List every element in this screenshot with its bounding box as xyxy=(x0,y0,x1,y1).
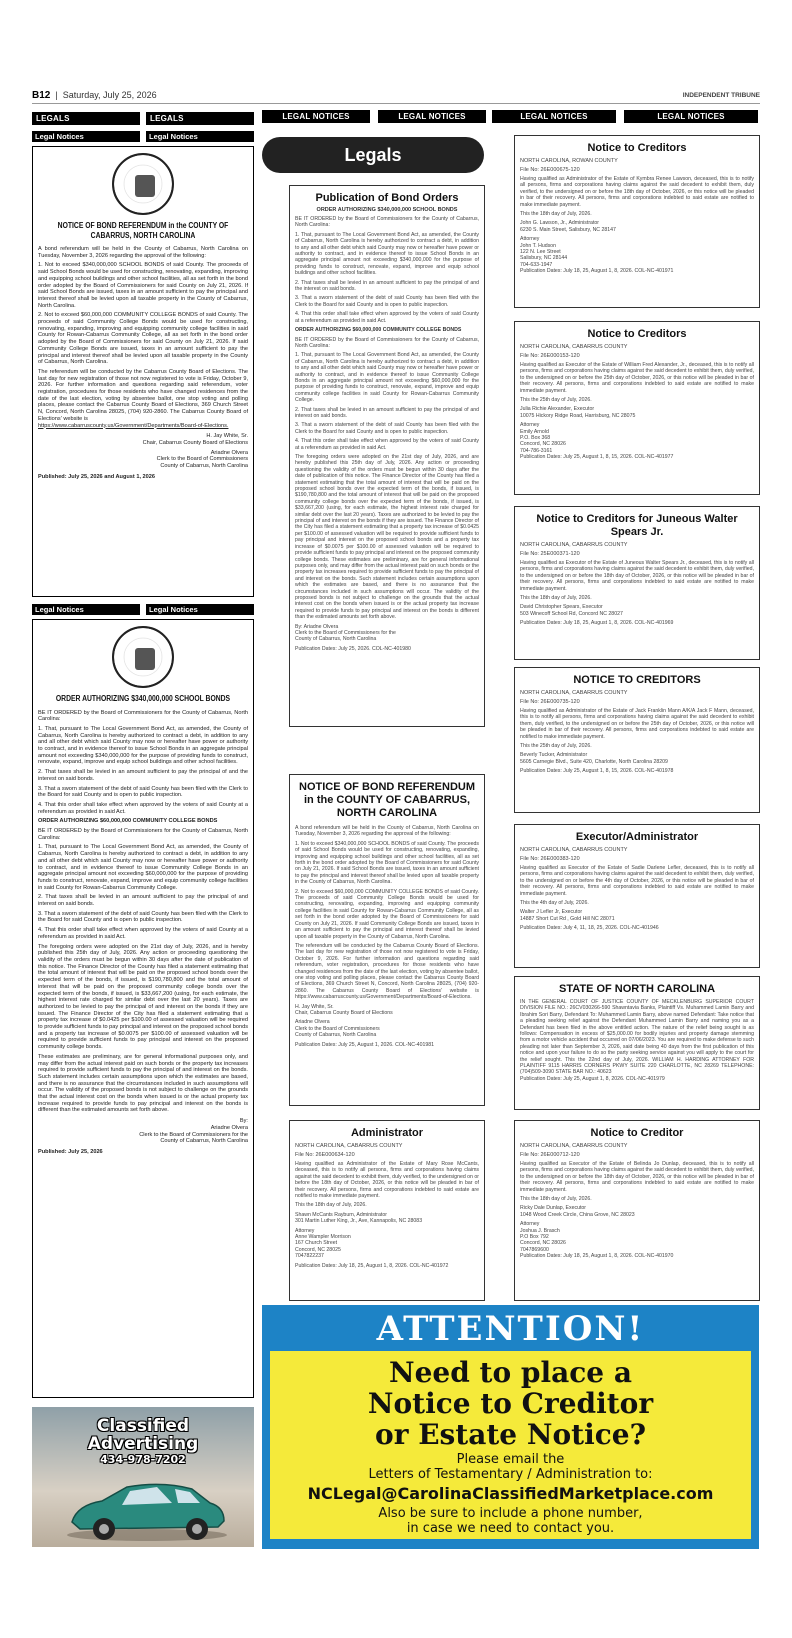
notice-paragraph: 2. That taxes shall be levied in an amount sufficient to pay the principal of and interest on said bonds. xyxy=(295,406,479,419)
signature-name: By: Ariadne Olvera xyxy=(295,623,339,630)
notice-subheading: ORDER AUTHORIZING $60,000,000 COMMUNITY COLLEGE BONDS xyxy=(38,818,218,825)
attorney-label: Attorney xyxy=(520,236,540,243)
signature-title: Clerk to the Board of Commissioners for the xyxy=(139,1131,248,1138)
attorney-name: Joshua J. Brasch xyxy=(520,1227,560,1234)
signature-title: Clerk to the Board of Commissioners xyxy=(295,1025,380,1032)
attention-line: Letters of Testamentary / Administration to: xyxy=(368,1467,653,1482)
attorney-phone: 7047869600 xyxy=(520,1246,549,1253)
attention-line: Please email the xyxy=(456,1452,565,1467)
executor-address: 503 Winecoff School Rd, Concord NC 28027 xyxy=(520,610,623,617)
signature-name: Ariadne Olvera xyxy=(295,1019,330,1026)
paper-name: INDEPENDENT TRIBUNE xyxy=(682,92,760,99)
notice-state-of-north-carolina xyxy=(514,976,760,1110)
executor-address: 10075 Hickory Ridge Road, Harrisburg, NC 28075 xyxy=(520,412,636,419)
notice-county: NORTH CAROLINA, CABARRUS COUNTY xyxy=(520,344,628,350)
attention-line: or Estate Notice? xyxy=(375,1418,646,1451)
notice-title: Administrator xyxy=(350,1127,424,1139)
notice-paragraph: Having qualified as Executor of the Estate of William Fred Alexander, Jr., deceased, this is to notify all persons, firms and corporations having claims against the said decedent to exhibit them, duly verified, to the undersigned on or before the 25th day of October, 2026, or this notice will be pleaded in bar of their recovery. All persons, firms and corporations indebted to said estate are notified to make immediate payment. xyxy=(520,362,754,394)
notice-to-creditors-1 xyxy=(514,135,760,308)
notice-paragraph: 2. Not to exceed $60,000,000 COMMUNITY COLLEGE BONDS of said County. The proceeds of said Community College Bonds would be used for constructing, renovating, expanding, improving and equipping community college facilities in said County for Rowan-Cabarrus Community College, all as set forth in the bond order adopted by the Board of Commissioners for said County on July 21, 2026. If said Community College Bonds are issued, taxes in an amount sufficient to pay the principal and interest thereof shall be levied upon all taxable property in the County of Cabarrus, North Carolina. xyxy=(38,312,248,366)
notice-paragraph: BE IT ORDERED by the Board of Commissioners for the County of Cabarrus, North Carolina: xyxy=(295,336,479,349)
page-date: Saturday, July 25, 2026 xyxy=(62,90,157,100)
notice-paragraph: BE IT ORDERED by the Board of Commissioners for the County of Cabarrus, North Carolina: xyxy=(295,216,479,229)
attorney-address: P.O Box 792 xyxy=(520,1234,549,1241)
notice-administrator xyxy=(289,1120,485,1301)
legal-notices-label: Legal Notices xyxy=(32,131,140,142)
executor-address: 6230 S. Main Street, Salisbury, NC 28147 xyxy=(520,226,616,233)
notice-paragraph: IN THE GENERAL COURT OF JUSTICE COUNTY OF MECKLENBURG SUPERIOR COURT DIVISION FILE NO.: 26CV030266-590 Shawntavia Banks, Plaintiff Vs. Muhammed Lamin Barry and Ibrahim Sori Barry, Defendant To: Muhammed Lamin Barry, above named Defendant: Take notice that a pleading seeking relief against the Defendant Muhammed Lamin Barry and naming you as a Defendant has been filed in the above entitled action. The nature of the relief being sought is as follows: Compensation in excess of $25,000.00 for bodily injuries and property damage stemming from a motor vehicle accident that occurred on 07/06/2023. You are required to make defense to such pleading not later than September 3, 2026, said date being 40 days from the first publication of this notice and upon your failure to do so the party seeking service against you will apply to the court for the relief sought. This the 22nd day of July, 2026. WILLIAM H. HARDING ATTORNEY FOR PLAINTIFF 9115 HARRIS CORNERS PKWY SUITE 220 CHARLOTTE, NC 28269 TELEPHONE: (704)509-3090 STATE BAR NO.: 40623 xyxy=(520,999,754,1076)
attention-heading: ATTENTION! xyxy=(376,1309,645,1349)
published-date: Published: July 25, 2026 and August 1, 2026 xyxy=(38,473,155,480)
notice-title: ORDER AUTHORIZING $340,000,000 SCHOOL BONDS xyxy=(55,694,231,703)
attorney-name: Anne Wampler Morrison xyxy=(295,1234,351,1241)
notice-publication-of-bond-orders xyxy=(289,185,485,727)
executor-name: Beverly Tucker, Administrator xyxy=(520,752,588,759)
notice-bond-referendum-middle xyxy=(289,774,485,1106)
attention-box xyxy=(270,1351,751,1539)
file-number: File No: 26E000675-120 xyxy=(520,167,580,173)
signature-by: By: xyxy=(239,1118,248,1125)
classified-heading: Advertising xyxy=(87,1434,199,1454)
notice-county: NORTH CAROLINA, CABARRUS COUNTY xyxy=(520,1143,628,1149)
notice-paragraph: Having qualified as Administrator of the Estate of Kymbra Renee Lawson, deceased, this is to notify all persons, firms and corporations having claims against the said decedent to exhibit them, duly verified, to the undersigned on or before the 18th day of October, 2026, or this notice will be pleaded in bar of their recovery. All persons, firms and corporations indebted to said estate are notified to make immediate payment. xyxy=(520,176,754,208)
executor-name: Walter J Lefler Jr, Executor xyxy=(520,909,583,916)
notice-paragraph: 4. That this order shall take effect when approved by the voters of said County at a referendum as provided in said Act. xyxy=(295,311,479,324)
notice-paragraph: BE IT ORDERED by the Board of Commissioners for the County of Cabarrus, North Carolina: xyxy=(38,828,248,841)
legal-notices-label: Legal Notices xyxy=(146,604,254,615)
notice-date: This the 18th day of July, 2026. xyxy=(520,211,592,218)
notice-county: NORTH CAROLINA, ROWAN COUNTY xyxy=(520,158,618,164)
publication-dates: Publication Dates: July 25, August 1, 8, 15, 2026. COL-NC-401978 xyxy=(520,768,674,775)
notice-paragraph: 1. That, pursuant to The Local Government Bond Act, as amended, the County of Cabarrus, North Carolina is hereby authorized to contract a debt, in addition to any and all other debt which said County may now or hereafter have power or authority to contract, and in evidence thereof to issue Community College Bonds in an aggregate principal amount not exceeding $60,000,000 for the purpose of providing funds to construct, renovate, expand, improve and equip community college facilities in said County for Rowan-Cabarrus Community College. xyxy=(295,352,479,404)
notice-paragraph: 1. Not to exceed $340,000,000 SCHOOL BONDS of said County. The proceeds of said School Bonds would be used for constructing, renovating, expanding, improving and equipping school buildings and other school facilities, all as set forth in the bond order adopted by the Board of Commissioners for said County on July 21, 2026. If said School Bonds are issued, taxes in an amount sufficient to pay the principal and interest thereof shall be levied upon all taxable property in the County of Cabarrus, North Carolina. xyxy=(38,262,248,309)
notice-subheading: ORDER AUTHORIZING $60,000,000 COMMUNITY COLLEGE BONDS xyxy=(295,327,462,334)
notice-paragraph: 2. Not to exceed $60,000,000 COMMUNITY COLLEGE BONDS of said County. The proceeds of said Community College Bonds would be used for constructing, renovating, expanding, improving and equipping community college facilities in said County for Rowan-Cabarrus Community College, all as set forth in the bond order adopted by the Board of Commissioners for said County on July 21, 2026. If said Community College Bonds are issued, taxes in an amount sufficient to pay the principal and interest thereof shall be levied upon all taxable property in the County of Cabarrus, North Carolina. xyxy=(295,888,479,940)
section-bar-legal-notices: LEGAL NOTICES xyxy=(624,110,758,123)
notice-title: NOTICE OF BOND REFERENDUM in the COUNTY OF CABARRUS, NORTH CAROLINA xyxy=(299,781,475,819)
notice-to-creditors-mann xyxy=(514,667,760,813)
notice-paragraph: 3. That a sworn statement of the debt of said County has been filed with the Clerk to the Board for said County and is open to public inspection. xyxy=(295,422,479,435)
published-date: Published: July 25, 2026 xyxy=(38,1148,103,1155)
notice-paragraph: 3. That a sworn statement of the debt of said County has been filed with the Clerk to the Board for said County and is open to public inspection. xyxy=(38,910,248,924)
publication-dates: Publication Dates: July 25, August 1, 2026. COL-NC-401981 xyxy=(295,1041,434,1048)
attorney-address: 122 N. Lee Street xyxy=(520,249,561,256)
executor-name: Julia Richie Alexander, Executor xyxy=(520,406,595,413)
notice-title: Executor/Administrator xyxy=(575,831,699,843)
page-number: B12 xyxy=(32,90,51,101)
notice-title: Notice to Creditor xyxy=(590,1127,684,1139)
notice-paragraph: 1. That, pursuant to The Local Government Bond Act, as amended, the County of Cabarrus, North Carolina is hereby authorized to contract a debt, in addition to any and all other debt which said County may now or hereafter have power or authority to contract, and in evidence thereof to issue School Bonds in an aggregate principal amount not exceeding $340,000,000 for the purpose of providing funds to construct, renovate, expand, improve and equip school buildings and other school facilities. xyxy=(38,725,248,766)
attorney-address: Concord, NC 28026 xyxy=(520,441,566,448)
notice-county: NORTH CAROLINA, CABARRUS COUNTY xyxy=(520,847,628,853)
notice-paragraph: 4. That this order shall take effect when approved by the voters of said County at a referendum as provided in said Act. xyxy=(38,801,248,815)
attorney-phone: 704-786-3161 xyxy=(520,447,553,454)
page-title: Legals xyxy=(262,137,484,173)
attorney-phone: 704-633-1947 xyxy=(520,261,553,268)
attention-email-link[interactable]: NCLegal@CarolinaClassifiedMarketplace.com xyxy=(307,1484,714,1503)
county-seal-icon xyxy=(112,626,174,688)
notice-paragraph: The referendum will be conducted by the Cabarrus County Board of Elections. The last day for new registration of those not now registered to vote is Friday, October 9, 2026. For further information and questions regarding said referendum, voter registration, procedures for those residents who have changed residences from the date of the last election, voting by absentee ballot, one stop voting and polling places, please contact the Cabarrus County Board of Elections, 369 Church Street N, Concord, North Carolina 28025, (704) 920-2860. The Cabarrus County Board of Elections' website is xyxy=(38,368,248,422)
executor-name: John G. Lawson, Jr., Administrator xyxy=(520,220,599,227)
attention-line: in case we need to contact you. xyxy=(406,1521,615,1536)
file-number: File No: 26E000735-120 xyxy=(520,699,580,705)
classified-advertising-ad[interactable] xyxy=(32,1407,254,1547)
section-bar-legals: LEGALS xyxy=(32,112,140,125)
notice-paragraph: BE IT ORDERED by the Board of Commissioners for the County of Cabarrus, North Carolina: xyxy=(38,709,248,723)
executor-address: 5605 Carnegie Blvd., Suite 420, Charlotte, North Carolina 28209 xyxy=(520,758,668,765)
attorney-name: John T. Hudson xyxy=(520,242,556,249)
signature-name: H. Jay White, Sr. xyxy=(206,433,248,440)
notice-date: This the 18th day of July, 2026. xyxy=(520,1196,592,1203)
signature-title: County of Cabarrus, North Carolina xyxy=(160,1138,248,1145)
signature-title: Chair, Cabarrus County Board of Elections xyxy=(295,1009,393,1016)
publication-dates: Publication Dates: July 18, 25, August 1, 8, 2026. COL-NC-401969 xyxy=(520,620,674,627)
attorney-name: Emily Arnold xyxy=(520,428,549,435)
attorney-address: P.O. Box 368 xyxy=(520,435,551,442)
notice-paragraph: 4. That this order shall take effect when approved by the voters of said County at a referendum as provided in said Act. xyxy=(38,927,248,940)
notice-bond-referendum-left xyxy=(32,146,254,597)
signature-title: Clerk to the Board of Commissioners for the xyxy=(295,629,396,636)
file-number: File No: 26E000383-120 xyxy=(520,856,580,862)
county-seal-icon xyxy=(112,153,174,215)
notice-county: NORTH CAROLINA, CABARRUS COUNTY xyxy=(295,1143,403,1149)
executor-address: 14887 Short Cut Rd , Gold Hill NC 28071 xyxy=(520,915,615,922)
notice-paragraph: Having qualified as Executor of the Estate of Belinda Jo Dunlap, deceased, this is to notify all persons, firms and corporations having claims against the said decedent to exhibit them, duly verified, to the undersigned on or before the 18th day of October, 2026, or this notice will be pleaded in bar of their recovery. All persons, firms and corporations indebted to said estate are notified to make immediate payment. xyxy=(520,1161,754,1193)
notice-date: This the 18th day of July, 2026. xyxy=(295,1202,367,1209)
notice-title: Notice to Creditors for Juneous Walter Spears Jr. xyxy=(536,513,738,538)
publication-dates: Publication Dates: July 4, 11, 18, 25, 2026. COL-NC-401946 xyxy=(520,925,659,932)
notice-title: STATE OF NORTH CAROLINA xyxy=(558,983,716,995)
signature-name: Ariadne Olvera xyxy=(210,1124,248,1131)
publication-dates: Publication Dates: July 18, 25, August 1, 8, 2026. COL-NC-401971 xyxy=(520,268,674,275)
legal-notices-label: Legal Notices xyxy=(146,131,254,142)
publication-dates: Publication Dates: July 25, 2026. COL-NC-401980 xyxy=(295,645,411,652)
notice-subheading: ORDER AUTHORIZING $340,000,000 SCHOOL BONDS xyxy=(316,207,458,213)
header-rule xyxy=(32,103,760,104)
section-bar-legal-notices: LEGAL NOTICES xyxy=(492,110,616,123)
attention-ad[interactable] xyxy=(262,1305,759,1549)
publication-dates: Publication Dates: July 25, August 1, 8, 15, 2026. COL-NC-401977 xyxy=(520,454,674,461)
attorney-address: Concord, NC 28025 xyxy=(295,1246,341,1253)
executor-address: 301 Martin Luther King, Jr., Ave, Kannapolis, NC 28083 xyxy=(295,1218,423,1225)
executor-address: 1048 Wood Creek Circle, China Grove, NC 28023 xyxy=(520,1211,635,1218)
notice-title: NOTICE OF BOND REFERENDUM in the COUNTY OF CABARRUS, NORTH CAROLINA xyxy=(57,221,229,240)
section-bar-legal-notices: LEGAL NOTICES xyxy=(262,110,370,123)
attention-line: Need to place a xyxy=(388,1356,633,1389)
file-number: File No: 26E000634-120 xyxy=(295,1152,355,1158)
notice-to-creditor-dunlap xyxy=(514,1120,760,1301)
signature-title: County of Cabarrus, North Carolina xyxy=(160,463,248,470)
file-number: File No: 25E000371-120 xyxy=(520,551,580,557)
signature-name: H. Jay White, Sr. xyxy=(295,1003,334,1010)
publication-dates: Publication Dates: July 18, 25, August 1, 8, 2026. COL-NC-401970 xyxy=(520,1253,674,1260)
attention-line: Also be sure to include a phone number, xyxy=(378,1506,643,1521)
legal-notices-label: Legal Notices xyxy=(32,604,140,615)
signature-title: Clerk to the Board of Commissioners xyxy=(156,456,248,463)
notice-date: This the 18th day of July, 2026. xyxy=(520,595,592,602)
signature-title: County of Cabarrus, North Carolina xyxy=(295,636,377,643)
notice-date: This the 25th day of July, 2026. xyxy=(520,397,592,404)
attorney-label: Attorney xyxy=(520,422,540,429)
signature-title: County of Cabarrus, North Carolina xyxy=(295,1032,377,1039)
attorney-address: Salisbury, NC 28144 xyxy=(520,255,568,262)
notice-paragraph: Having qualified as Executor of the Estate of Sadie Darlene Lefler, deceased, this is to notify all persons, firms and corporations having claims against the said decedent to exhibit them, duly verified, to the undersigned on or before the 4th day of October, 2026, or this notice will be pleaded in bar of their recovery. All persons, firms and corporations indebted to said estate are notified to make immediate payment. xyxy=(520,865,754,897)
signature-title: Chair, Cabarrus County Board of Elections xyxy=(142,439,248,446)
publication-dates: Publication Dates: July 18, 25, August 1, 8, 2026. COL-NC-401972 xyxy=(295,1262,449,1269)
notice-county: NORTH CAROLINA, CABARRUS COUNTY xyxy=(520,542,628,548)
notice-to-creditors-spears xyxy=(514,506,760,660)
notice-paragraph: 1. Not to exceed $340,000,000 SCHOOL BONDS of said County. The proceeds of said School Bonds would be used for constructing, renovating, expanding, improving and equipping school buildings and other school facilities, all as set forth in the bond order adopted by the Board of Commissioners for said County on July 21, 2026. If said School Bonds are issued, taxes in an amount sufficient to pay the principal and interest thereof shall be levied upon all taxable property in the County of Cabarrus, North Carolina. xyxy=(295,840,479,886)
notice-paragraph: A bond referendum will be held in the County of Cabarrus, North Carolina on Tuesday, November 3, 2026 regarding the approval of the following: xyxy=(38,246,248,259)
notice-paragraph: 1. That, pursuant to The Local Government Bond Act, as amended, the County of Cabarrus, North Carolina is hereby authorized to contract a debt, in addition to any and all other debt which said County may now or hereafter have power or authority to contract, and in evidence thereof to issue Community College Bonds in an aggregate principal amount not exceeding $60,000,000 for the purpose of providing funds to construct, renovate, expand, improve and equip community college facilities in said County for Rowan-Cabarrus Community College. xyxy=(38,844,248,891)
notice-paragraph: Having qualified as Administrator of the Estate of Mary Rose McCants, deceased, this is to notify all persons, firms and corporations having claims against the said decedent to exhibit them, duly verified, to the undersigned on or before the 18th day of October, 2026, or this notice will be pleaded in bar of their recovery. All persons, firms and corporations indebted to said estate are notified to make immediate payment. xyxy=(295,1161,479,1200)
notice-county: NORTH CAROLINA, CABARRUS COUNTY xyxy=(520,690,628,696)
classified-heading: Classified xyxy=(96,1416,190,1436)
notice-title: Notice to Creditors xyxy=(587,328,687,340)
executor-name: David Christopher Spears, Executor xyxy=(520,604,603,611)
attorney-phone: 7047822237 xyxy=(295,1253,324,1260)
file-number: File No: 26E000153-120 xyxy=(520,353,580,359)
notice-paragraph: The referendum will be conducted by the Cabarrus County Board of Elections. The last day for new registration of those not now registered to vote is Friday, October 9, 2026. For further information and questions regarding said referendum, voter registration, procedures for those residents who have changed residences from the date of the last election, voting by absentee ballot, one stop voting and polling places, please contact the Cabarrus County Board of Elections, 369 Church Street N, Concord, North Carolina 28025, (704) 920-2860. The Cabarrus County Board of Elections' website is https://www.cabarruscounty.us/Government/Departments/Board-of-Elections. xyxy=(295,942,479,1001)
notice-title: Notice to Creditors xyxy=(587,142,687,154)
notice-paragraph: 4. That this order shall take effect when approved by the voters of said County at a referendum as provided in said Act. xyxy=(295,438,479,451)
executor-name: Ricky Dale Dunlap, Executor xyxy=(520,1205,587,1212)
section-bar-legal-notices: LEGAL NOTICES xyxy=(378,110,486,123)
notice-title: NOTICE TO CREDITORS xyxy=(573,674,701,686)
notice-paragraph: A bond referendum will be held in the County of Cabarrus, North Carolina on Tuesday, November 3, 2026 regarding the approval of the following: xyxy=(295,825,479,838)
file-number: File No: 26E000712-120 xyxy=(520,1152,580,1158)
attorney-address: Concord, NC 28026 xyxy=(520,1240,566,1247)
notice-paragraph: 3. That a sworn statement of the debt of said County has been filed with the Clerk to the Board for said County and is open to public inspection. xyxy=(295,295,479,308)
notice-order-authorizing-left xyxy=(32,619,254,1398)
notice-paragraph: These estimates are preliminary, are for general informational purposes only, and may differ from the actual interest paid on such bonds or the property tax increases required to provide sufficient funds to pay the principal of and interest on the bonds. Such statement includes certain assumptions upon which the estimates are based, and there is no assurance that the circumstances included in such assumptions will occur. The validity of the proposed bonds is not subject to challenge on the grounds that the actual interest cost on the bonds when issued is or the actual property tax increase required to provide funds to pay principal and interest on the bonds is different than the estimated amounts set forth above. xyxy=(38,1053,248,1114)
notice-date: This the 25th day of July, 2026. xyxy=(520,743,592,750)
elections-website-link[interactable]: https://www.cabarruscounty.us/Government/Departments/Board-of-Elections. xyxy=(38,422,229,429)
notice-paragraph: 2. That taxes shall be levied in an amount sufficient to pay the principal of and the interest on said bonds. xyxy=(38,769,248,782)
attorney-address: 167 Church Street xyxy=(295,1240,338,1247)
attorney-label: Attorney xyxy=(520,1221,540,1228)
notice-paragraph: The foregoing orders were adopted on the 21st day of July, 2026, and is hereby published this 25th day of July, 2026. Any action or proceeding questioning the validity of the orders must be begun within 30 days after the date of publication of this notice. The Finance Director of the County has filed a statement estimating that the total amount of interest that will be paid on the proposed school bonds over the expected term of the bonds, if issued, is $190,780,800 and the total amount of interest that will be paid on the proposed community college bonds over the expected term of the bonds, if issued, is $33,667,200 (using, for each estimate, the highest interest rate charged for similar debt over the last 20 years). Taxes are authorized to be levied to pay the principal of and interest on the bonds if they are issued. The Finance Director of the City has filed a statement estimating that a property tax increase of $0.0425 per $100.00 of assessed valuation will be required to provide sufficient funds to pay principal and interest on the proposed school bonds and a property tax increase of $0.0075 per $100.00 of assessed valuation will be required to provide sufficient funds to pay principal and interest on the proposed community college bonds. xyxy=(38,943,248,1051)
notice-paragraph: 1. That, pursuant to The Local Government Bond Act, as amended, the County of Cabarrus, North Carolina is hereby authorized to contract a debt, in addition to any and all other debt which said County may now or hereafter have power or authority to contract, and in evidence thereof to issue School Bonds in an aggregate principal amount not exceeding $340,000,000 for the purpose of providing funds to construct, renovate, expand, improve and equip school buildings and other school facilities. xyxy=(295,231,479,277)
notice-to-creditors-2 xyxy=(514,321,760,495)
notice-title: Publication of Bond Orders xyxy=(315,192,459,204)
attention-line: Notice to Creditor xyxy=(367,1387,654,1420)
notice-paragraph: 2. That taxes shall be levied in an amount sufficient to pay the principal of and the interest on said bonds. xyxy=(295,279,479,293)
notice-executor-administrator xyxy=(514,824,760,968)
notice-paragraph: The foregoing orders were adopted on the 21st day of July, 2026, and are hereby published this 25th day of July, 2026. Any action or proceeding questioning the validity of the orders must be begun within 30 days after the date of publication of this notice. The Finance Director of the County has filed a statement estimating that the total amount of interest that will be paid on the proposed school bonds over the expected term of the bonds, if issued, is $190,780,800 and the total amount of interest that will be paid on the proposed community college bonds over the expected term of the bonds, if issued, is $33,667,200 (using, for each estimate, the highest interest rate charged for similar debt over the last 20 years). Taxes are authorized to be levied to pay the principal of and interest on the bonds if they are issued. The Finance Director of the City has filed a statement estimating that a property tax increase of $0.0425 per $100.00 of assessed valuation will be required to provide sufficient funds to pay principal and interest on the proposed school bonds and a property tax increase of $0.0075 per $100.00 of assessed valuation will be required to provide sufficient funds to pay principal and interest on the proposed community college bonds. These estimates are preliminary, are for general informational purposes only, and may differ from the actual interest paid on such bonds or the property tax increases required to provide sufficient funds to pay the principal of and interest on the bonds. Such statement includes certain assumptions upon which the estimates are based, and there is no assurance that the circumstances included in such assumptions will occur. The validity of the proposed bonds is not subject to challenge on the grounds that the actual interest cost on the bonds when issued is or the actual property tax increase required to provide funds to pay principal and interest on the bonds is different than the estimated amounts set forth above. xyxy=(295,454,479,621)
notice-paragraph: Having qualified as Executor of the Estate of Juneous Walter Spears Jr., deceased, this is to notify all persons, firms and corporations having claims against the said decedent to exhibit them, duly verified, to the undersigned on or before the 18th day of October, 2026, or this notice will be pleaded in bar of their recovery. All persons, firms and corporations indebted to said estate are notified to make immediate payment. xyxy=(520,560,754,592)
classified-phone: 434-978-7202 xyxy=(100,1453,186,1466)
executor-name: Shawn McCants Rayburn, Administrator xyxy=(295,1211,387,1218)
signature-name: Ariadne Olvera xyxy=(210,449,248,456)
car-icon xyxy=(32,1467,254,1547)
notice-paragraph: Having qualified as Administrator of the Estate of Jack Franklin Mann A/K/A Jack F Mann, deceased, this is to notify all persons, firms and corporations having claims against the said decedent to exhibit them, duly verified, to the undersigned on or before the 25th day of October, 2026, or this notice will be pleaded in bar of their recovery. All persons, firms and corporations indebted to said estate are notified to make immediate payment. xyxy=(520,708,754,740)
notice-date: This the 4th day of July, 2026. xyxy=(520,900,589,907)
publication-dates: Publication Dates: July 25, August 1, 8, 2026. COL-NC-401979 xyxy=(520,1075,665,1082)
attorney-label: Attorney xyxy=(295,1227,315,1234)
notice-paragraph: 3. That a sworn statement of the debt of said County has been filed with the Clerk to the Board for said County and is open to public inspection. xyxy=(38,785,248,799)
section-bar-legals: LEGALS xyxy=(146,112,254,125)
page-header-left: B12 | Saturday, July 25, 2026 xyxy=(32,90,157,101)
notice-paragraph: 2. That taxes shall be levied in an amount sufficient to pay the principal of and interest on said bonds. xyxy=(38,894,248,908)
